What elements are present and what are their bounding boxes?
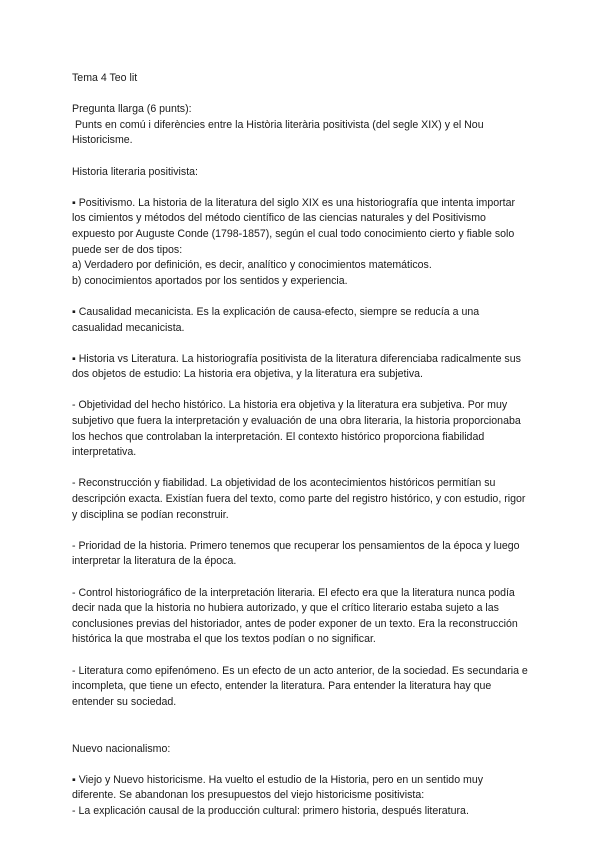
- paragraph-viejo-nuevo: ▪ Viejo y Nuevo historicisme. Ha vuelto el estudio de la Historia, pero en un sentido muy diferente. Se abandonan los presupuestos del viejo historicisme positivista:: [72, 773, 484, 802]
- document-body: [72, 71, 530, 820]
- paragraph-historia-literatura: ▪ Historia vs Literatura. La historiografía positivista de la literatura diferenciaba radicalmente sus dos objetos de estudio: La historia era objetiva, y la literatura era subjetiva.: [72, 352, 521, 381]
- question-text: Punts en comú i diferències entre la Història literària positivista (del segle XIX) y el Nou Historicisme.: [72, 118, 487, 147]
- section-heading-positivista: Historia literaria positivista:: [72, 165, 198, 178]
- paragraph-control: - Control historiográfico de la interpretación literaria. El efecto era que la literatura nunca podía decir nada que la historia no hubiera autorizado, y que el crítico literario estaba sujeto a las conclusiones previas del historiador, antes de poder exponer de un texto. Era la reconstrucción histórica la que mostraba el que los textos podían o no significar.: [72, 586, 518, 646]
- paragraph-explicacion: - La explicación causal de la producción cultural: primero historia, después literatura.: [72, 804, 469, 817]
- list-item-b: b) conocimientos aportados por los sentidos y experiencia.: [72, 274, 348, 287]
- paragraph-prioridad: - Prioridad de la historia. Primero tenemos que recuperar los pensamientos de la época y luego interpretar la literatura de la época.: [72, 539, 520, 568]
- paragraph-positivismo: ▪ Positivismo. La historia de la literatura del siglo XIX es una historiografía que intenta importar los cimientos y métodos del método científico de las ciencias naturales y del Positivismo expuesto por Auguste Conde (1798-1857), según el cual todo conocimiento cierto y fiable solo puede ser de dos tipos:: [72, 196, 516, 256]
- list-item-a: a) Verdadero por definición, es decir, analítico y conocimientos matemáticos.: [72, 259, 432, 272]
- question-heading: Pregunta llarga (6 punts):: [72, 103, 192, 116]
- paragraph-objetividad: - Objetividad del hecho histórico. La historia era objetiva y la literatura era subjetiva. Por muy subjetivo que fuera la interpretación y evaluación de una obra literaria, la historia proporcionaba los hechos que controlaban la interpretación. El contexto histórico proporciona fiabilidad interpretativa.: [72, 399, 521, 459]
- paragraph-epifenomeno: - Literatura como epifenómeno. Es un efecto de un acto anterior, de la sociedad. Es secundaria e incompleta, que tiene un efecto, entender la literatura. Para entender la literatura hay que entender su sociedad.: [72, 664, 528, 708]
- section-heading-nuevo: Nuevo nacionalismo:: [72, 742, 171, 755]
- document-title: Tema 4 Teo lit: [72, 72, 138, 84]
- paragraph-causalidad: ▪ Causalidad mecanicista. Es la explicación de causa-efecto, siempre se reducía a una casualidad mecanicista.: [72, 305, 480, 334]
- paragraph-reconstruccion: - Reconstrucción y fiabilidad. La objetividad de los acontecimientos históricos permitían su descripción exacta. Existían fuera del texto, como parte del registro histórico, y con estudio, rigor y disciplina se podían reconstruir.: [72, 477, 526, 521]
